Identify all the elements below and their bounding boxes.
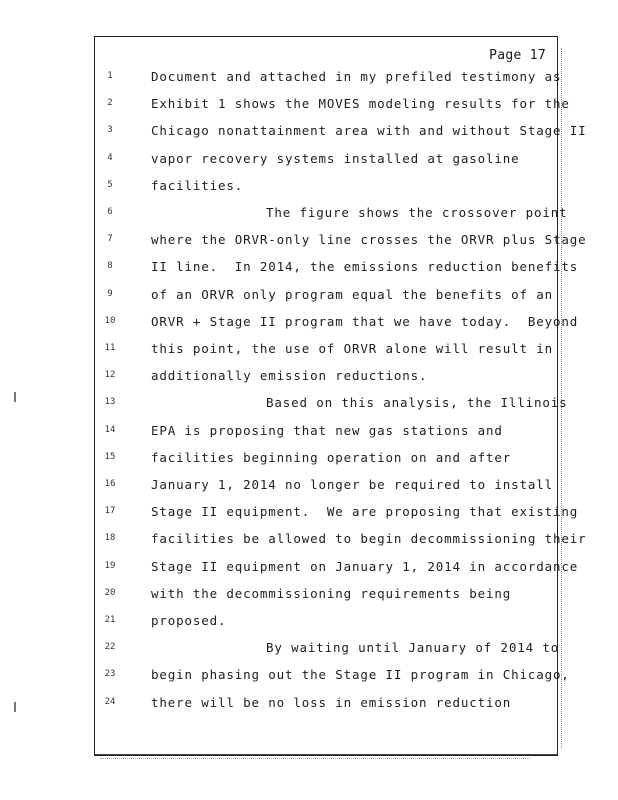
bottom-rule <box>95 754 557 755</box>
transcript-line <box>0 502 618 528</box>
line-number: 20 <box>104 587 116 598</box>
line-text: Stage II equipment. We are proposing that existing <box>151 504 579 520</box>
line-text: EPA is proposing that new gas stations and <box>151 422 503 438</box>
line-text: Based on this analysis, the Illinois <box>266 395 568 411</box>
line-text: additionally emission reductions. <box>151 368 428 384</box>
transcript-line <box>0 149 618 175</box>
line-text: this point, the use of ORVR alone will result in <box>151 341 554 356</box>
line-text: facilities. <box>151 177 244 193</box>
line-text: facilities beginning operation on and after <box>151 449 512 465</box>
line-number: 23 <box>104 669 116 680</box>
transcript-line <box>0 339 618 365</box>
transcript-line <box>0 693 618 719</box>
line-number: 1 <box>107 71 113 81</box>
line-text: Exhibit 1 shows the MOVES modeling results for the <box>151 96 570 112</box>
line-number: 4 <box>107 152 113 163</box>
line-number: 12 <box>104 370 116 381</box>
line-number: 22 <box>104 642 116 653</box>
line-text: January 1, 2014 no longer be required to install <box>151 477 554 492</box>
line-text: where the ORVR-only line crosses the ORVR plus Stage <box>151 232 587 248</box>
line-number: 21 <box>104 615 116 625</box>
line-number: 17 <box>104 506 116 517</box>
transcript-line <box>0 285 618 311</box>
line-number: 18 <box>104 533 116 544</box>
line-text: with the decommissioning requirements being <box>151 585 512 601</box>
line-number: 15 <box>104 451 116 462</box>
line-number: 14 <box>104 424 116 435</box>
line-number: 10 <box>104 315 116 326</box>
transcript-line <box>0 529 618 555</box>
transcript-line <box>0 557 618 583</box>
line-text: Stage II equipment on January 1, 2014 in accordance <box>151 558 579 574</box>
transcript-line <box>0 448 618 474</box>
line-text: By waiting until January of 2014 to <box>266 640 560 656</box>
line-number: 24 <box>104 696 116 707</box>
transcript-line <box>0 584 618 610</box>
transcript-line <box>0 393 618 419</box>
transcript-line <box>0 203 618 229</box>
line-text: ORVR + Stage II program that we have today. Beyond <box>151 313 579 329</box>
transcript-line <box>0 665 618 691</box>
line-number: 19 <box>104 560 116 571</box>
line-text: II line. In 2014, the emissions reduction benefits <box>151 259 579 275</box>
transcript-line <box>0 94 618 120</box>
transcript-line <box>0 638 618 664</box>
transcript-line <box>0 421 618 447</box>
line-text: facilities be allowed to begin decommissioning their <box>151 531 587 547</box>
line-text: Document and attached in my prefiled testimony as <box>151 69 562 84</box>
transcript-line <box>0 67 618 93</box>
line-number: 9 <box>107 288 113 299</box>
line-number: 6 <box>107 207 113 217</box>
transcript-line <box>0 312 618 338</box>
line-text: vapor recovery systems installed at gasoline <box>151 150 520 166</box>
line-text: of an ORVR only program equal the benefits of an <box>151 286 554 302</box>
line-number: 2 <box>107 98 113 109</box>
line-text: there will be no loss in emission reduction <box>151 694 512 710</box>
page-number: Page 17 <box>489 48 546 63</box>
line-text: proposed. <box>151 613 227 628</box>
line-number: 5 <box>107 179 113 190</box>
line-text: Chicago nonattainment area with and without Stage II <box>151 123 587 139</box>
line-number: 3 <box>107 125 113 136</box>
line-number: 8 <box>107 261 113 272</box>
line-number: 11 <box>104 343 116 353</box>
line-number: 13 <box>104 397 116 408</box>
transcript-line <box>0 121 618 147</box>
transcript-line <box>0 176 618 202</box>
line-number: 7 <box>107 234 113 245</box>
transcript-line <box>0 257 618 283</box>
transcript-line <box>0 475 618 501</box>
transcript-line <box>0 366 618 392</box>
footer-dotted-line <box>100 758 530 759</box>
transcript-line <box>0 611 618 637</box>
transcript-line <box>0 230 618 256</box>
line-text: begin phasing out the Stage II program in Chicago, <box>151 667 570 683</box>
line-number: 16 <box>104 479 116 489</box>
line-text: The figure shows the crossover point <box>266 205 568 220</box>
